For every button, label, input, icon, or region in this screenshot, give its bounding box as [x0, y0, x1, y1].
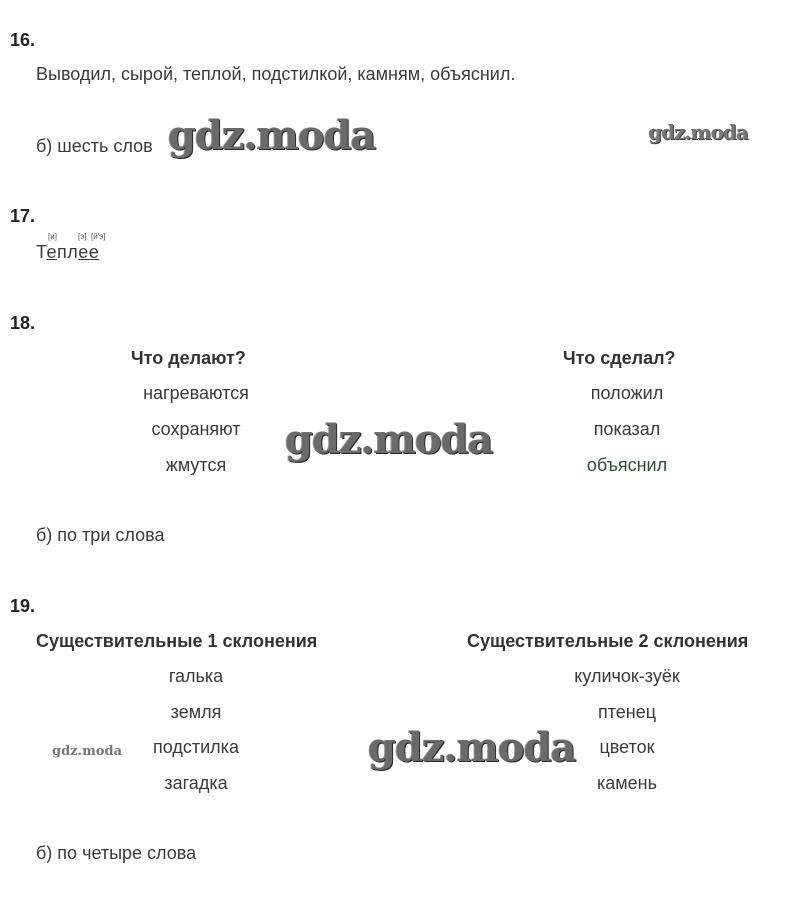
list-item: объяснил: [586, 455, 668, 475]
list-item: нагреваются: [143, 383, 249, 403]
word-part-underlined: е: [46, 242, 57, 262]
list-item: камень: [597, 773, 657, 793]
list-item: сохраняют: [151, 419, 241, 439]
phonetic-mark: [й'э]: [91, 232, 106, 241]
watermark: gdz.moda: [648, 120, 748, 144]
word-part: пл: [57, 242, 79, 262]
watermark: gdz.moda: [285, 416, 493, 463]
watermark: gdz.moda: [52, 744, 123, 759]
exercise-17-number: 17.: [10, 206, 36, 226]
list-item: земля: [170, 702, 222, 722]
list-item: жмутся: [165, 455, 227, 475]
list-item: куличок-зуёк: [574, 666, 680, 686]
word-part-underlined: ее: [78, 242, 100, 262]
exercise-16-answer-line: Выводил, сырой, теплой, подстилкой, камням, объяснил.: [36, 64, 516, 84]
list-item: показал: [593, 419, 661, 439]
list-item: птенец: [597, 702, 657, 722]
exercise-17-word: [36, 242, 99, 263]
exercise-18-number: 18.: [10, 313, 36, 333]
word-part: Т: [36, 242, 47, 262]
list-item: положил: [590, 383, 664, 403]
list-item: цветок: [599, 737, 655, 757]
column-header-right: Существительные 2 склонения: [467, 631, 749, 651]
column-header-right: Что сделал?: [563, 348, 676, 368]
exercise-19-number: 19.: [10, 596, 36, 616]
exercise-18-note: б) по три слова: [36, 525, 165, 545]
exercise-16-note: б) шесть слов: [36, 136, 153, 156]
exercise-16-number: 16.: [10, 30, 36, 50]
phonetic-mark: [э]: [78, 232, 87, 241]
exercise-19-note: б) по четыре слова: [36, 843, 197, 863]
watermark: gdz.moda: [368, 724, 576, 771]
list-item: загадка: [164, 773, 228, 793]
column-header-left: Существительные 1 склонения: [36, 631, 318, 651]
column-header-left: Что делают?: [131, 348, 246, 368]
list-item: подстилка: [153, 737, 239, 757]
phonetic-mark: [и]: [48, 232, 57, 241]
list-item: галька: [168, 666, 224, 686]
watermark: gdz.moda: [168, 112, 376, 159]
